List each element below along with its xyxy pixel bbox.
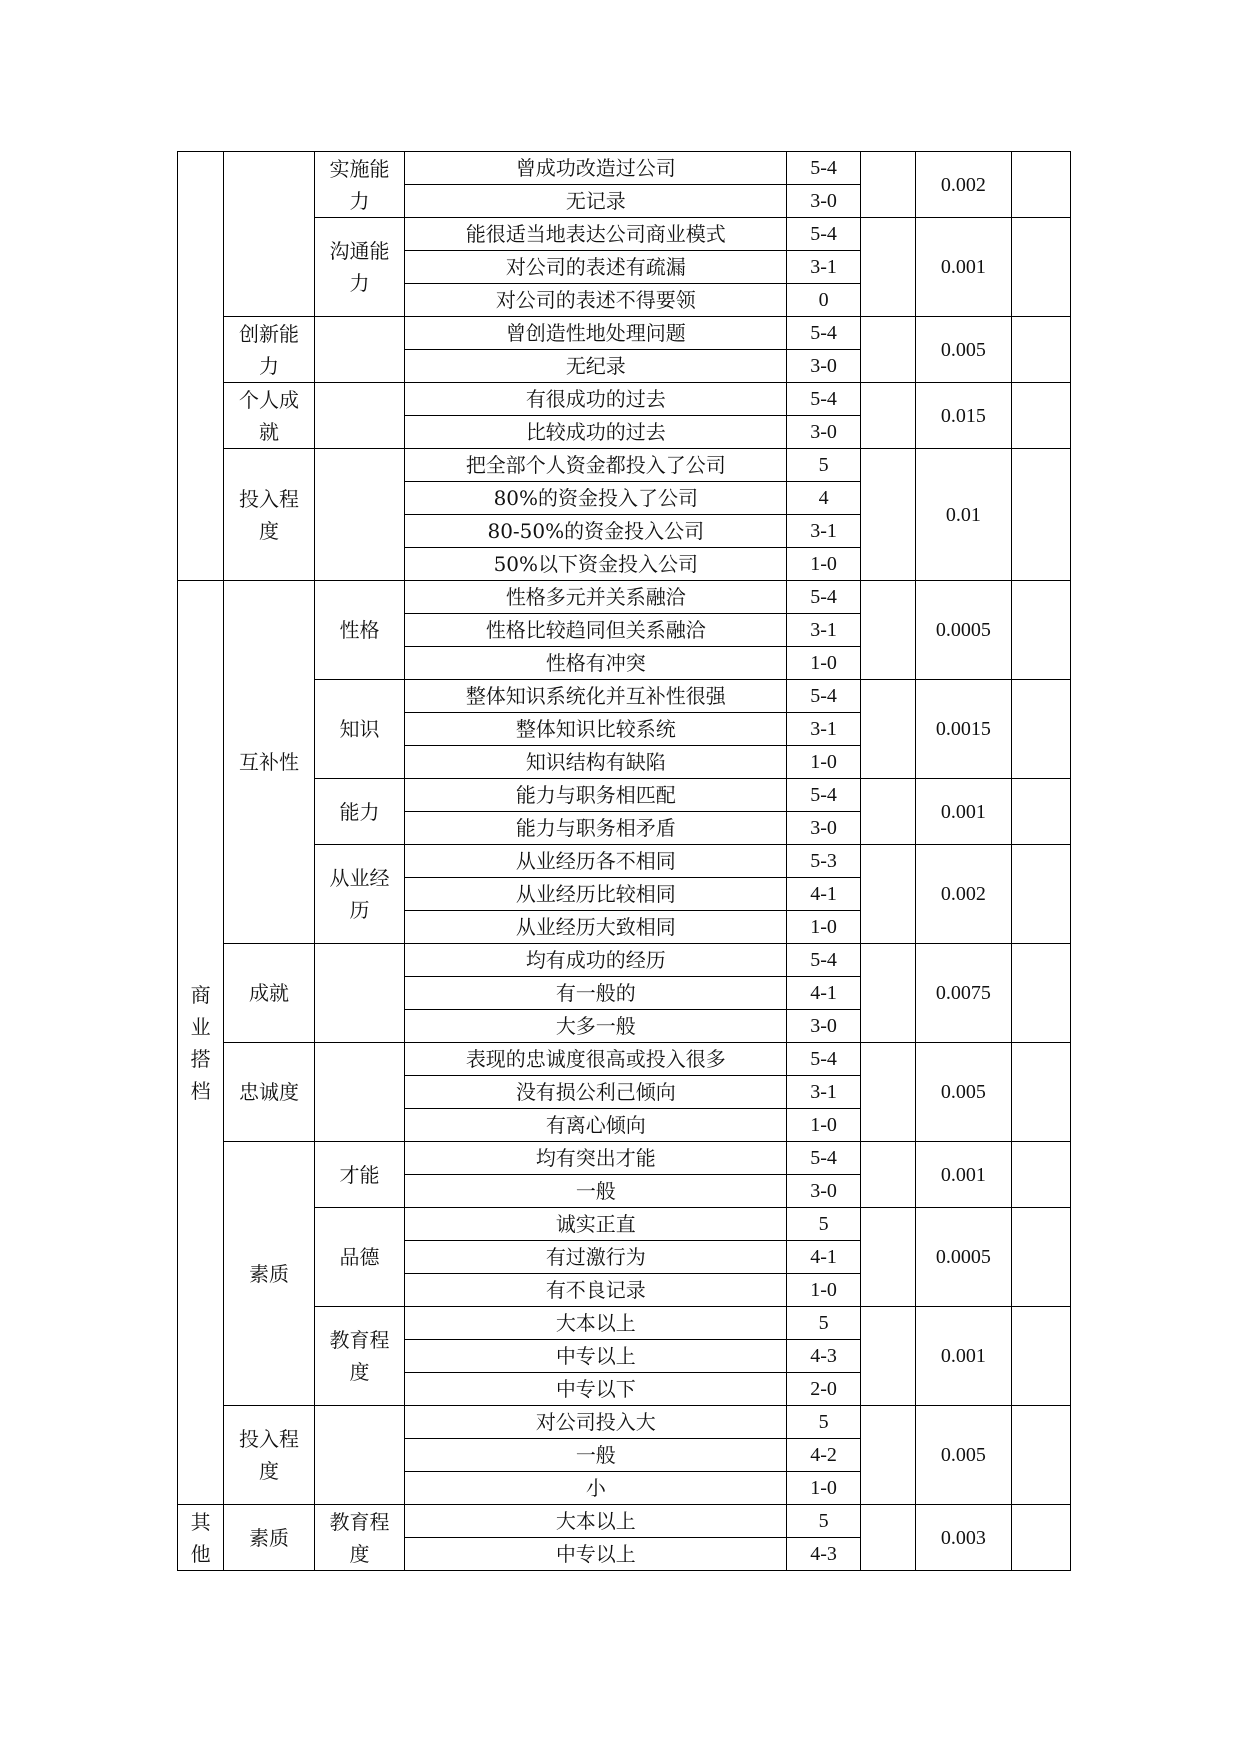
blank-cell [860,1208,915,1307]
criterion-cell: 曾成功改造过公司 [405,152,787,185]
category-cell [178,152,224,581]
criterion-cell: 比较成功的过去 [405,416,787,449]
score-cell: 3-0 [787,1010,860,1043]
item-cell: 品德 [314,1208,405,1307]
weight-cell: 0.0015 [916,680,1012,779]
weight-cell: 0.001 [916,1307,1012,1406]
score-cell: 5-4 [787,1142,860,1175]
item-cell [314,1406,405,1505]
blank-cell [860,218,915,317]
subcategory-cell: 个人成就 [224,383,315,449]
criterion-cell: 能力与职务相匹配 [405,779,787,812]
weight-cell: 0.001 [916,218,1012,317]
item-cell [314,1043,405,1142]
score-cell: 1-0 [787,1472,860,1505]
table-row [178,449,1071,482]
blank-cell [1011,317,1070,383]
weight-cell: 0.001 [916,1142,1012,1208]
table-row [178,944,1071,977]
blank-cell [860,152,915,218]
blank-cell [1011,1043,1070,1142]
blank-cell [1011,1505,1070,1571]
table-row [178,317,1071,350]
score-cell: 4-2 [787,1439,860,1472]
score-cell: 1-0 [787,911,860,944]
score-cell: 3-0 [787,812,860,845]
score-cell: 1-0 [787,647,860,680]
criterion-cell: 从业经历各不相同 [405,845,787,878]
blank-cell [860,680,915,779]
weight-cell: 0.002 [916,845,1012,944]
subcategory-cell: 成就 [224,944,315,1043]
item-cell [314,449,405,581]
blank-cell [1011,1142,1070,1208]
criterion-cell: 有很成功的过去 [405,383,787,416]
blank-cell [860,581,915,680]
criterion-cell: 50%以下资金投入公司 [405,548,787,581]
table-row [178,1043,1071,1076]
category-cell: 其他 [178,1505,224,1571]
criterion-cell: 80%的资金投入了公司 [405,482,787,515]
criterion-cell: 性格有冲突 [405,647,787,680]
score-cell: 1-0 [787,1109,860,1142]
subcategory-cell: 素质 [224,1142,315,1406]
score-cell: 2-0 [787,1373,860,1406]
subcategory-cell: 创新能力 [224,317,315,383]
score-cell: 5-4 [787,779,860,812]
criterion-cell: 均有成功的经历 [405,944,787,977]
blank-cell [1011,1406,1070,1505]
criterion-cell: 知识结构有缺陷 [405,746,787,779]
score-cell: 3-0 [787,416,860,449]
table-row [178,1406,1071,1439]
score-cell: 3-0 [787,350,860,383]
criterion-cell: 一般 [405,1439,787,1472]
blank-cell [860,1406,915,1505]
criterion-cell: 小 [405,1472,787,1505]
score-cell: 5-3 [787,845,860,878]
weight-cell: 0.005 [916,1043,1012,1142]
blank-cell [1011,944,1070,1043]
criterion-cell: 中专以上 [405,1538,787,1571]
blank-cell [860,1307,915,1406]
blank-cell [860,1142,915,1208]
item-cell: 才能 [314,1142,405,1208]
item-cell: 沟通能力 [314,218,405,317]
score-cell: 5-4 [787,383,860,416]
criterion-cell: 性格多元并关系融洽 [405,581,787,614]
score-cell: 5-4 [787,581,860,614]
criterion-cell: 有一般的 [405,977,787,1010]
blank-cell [860,317,915,383]
score-cell: 1-0 [787,746,860,779]
score-cell: 5 [787,1505,860,1538]
criterion-cell: 表现的忠诚度很高或投入很多 [405,1043,787,1076]
weight-cell: 0.015 [916,383,1012,449]
blank-cell [860,1043,915,1142]
subcategory-cell: 互补性 [224,581,315,944]
score-cell: 3-1 [787,713,860,746]
criterion-cell: 有离心倾向 [405,1109,787,1142]
criterion-cell: 中专以下 [405,1373,787,1406]
item-cell [314,317,405,383]
blank-cell [1011,383,1070,449]
blank-cell [1011,680,1070,779]
weight-cell: 0.005 [916,317,1012,383]
score-cell: 4-3 [787,1538,860,1571]
criterion-cell: 80-50%的资金投入公司 [405,515,787,548]
score-cell: 4-1 [787,977,860,1010]
criterion-cell: 无纪录 [405,350,787,383]
subcategory-cell: 忠诚度 [224,1043,315,1142]
score-cell: 4-3 [787,1340,860,1373]
criterion-cell: 大多一般 [405,1010,787,1043]
criterion-cell: 把全部个人资金都投入了公司 [405,449,787,482]
weight-cell: 0.0075 [916,944,1012,1043]
blank-cell [1011,152,1070,218]
score-cell: 3-1 [787,251,860,284]
score-cell: 5 [787,1208,860,1241]
subcategory-cell: 素质 [224,1505,315,1571]
item-cell: 教育程度 [314,1505,405,1571]
criterion-cell: 能很适当地表达公司商业模式 [405,218,787,251]
subcategory-cell [224,152,315,317]
score-cell: 3-1 [787,614,860,647]
criterion-cell: 从业经历比较相同 [405,878,787,911]
blank-cell [1011,1307,1070,1406]
score-cell: 5-4 [787,944,860,977]
score-cell: 1-0 [787,1274,860,1307]
category-cell: 商业搭档 [178,581,224,1505]
item-cell [314,944,405,1043]
blank-cell [860,1505,915,1571]
weight-cell: 0.01 [916,449,1012,581]
criterion-cell: 性格比较趋同但关系融洽 [405,614,787,647]
criterion-cell: 无记录 [405,185,787,218]
item-cell: 实施能力 [314,152,405,218]
score-cell: 1-0 [787,548,860,581]
criterion-cell: 有不良记录 [405,1274,787,1307]
criterion-cell: 均有突出才能 [405,1142,787,1175]
score-cell: 5-4 [787,152,860,185]
blank-cell [860,944,915,1043]
blank-cell [860,383,915,449]
criterion-cell: 有过激行为 [405,1241,787,1274]
criterion-cell: 对公司的表述不得要领 [405,284,787,317]
criterion-cell: 没有损公利己倾向 [405,1076,787,1109]
item-cell: 知识 [314,680,405,779]
blank-cell [1011,845,1070,944]
criterion-cell: 对公司投入大 [405,1406,787,1439]
score-cell: 4-1 [787,878,860,911]
table-row [178,152,1071,185]
blank-cell [1011,1208,1070,1307]
criterion-cell: 大本以上 [405,1505,787,1538]
blank-cell [860,779,915,845]
criterion-cell: 一般 [405,1175,787,1208]
criterion-cell: 曾创造性地处理问题 [405,317,787,350]
score-cell: 5-4 [787,317,860,350]
item-cell: 从业经历 [314,845,405,944]
criterion-cell: 中专以上 [405,1340,787,1373]
score-cell: 3-0 [787,185,860,218]
blank-cell [1011,581,1070,680]
score-cell: 3-1 [787,515,860,548]
score-cell: 0 [787,284,860,317]
weight-cell: 0.002 [916,152,1012,218]
table-row [178,1142,1071,1175]
blank-cell [860,845,915,944]
score-cell: 3-0 [787,1175,860,1208]
table-row [178,1505,1071,1538]
score-cell: 3-1 [787,1076,860,1109]
weight-cell: 0.003 [916,1505,1012,1571]
score-cell: 5 [787,449,860,482]
criterion-cell: 大本以上 [405,1307,787,1340]
subcategory-cell: 投入程度 [224,1406,315,1505]
blank-cell [860,449,915,581]
item-cell [314,383,405,449]
evaluation-table [177,151,1071,1571]
criterion-cell: 从业经历大致相同 [405,911,787,944]
blank-cell [1011,218,1070,317]
criterion-cell: 诚实正直 [405,1208,787,1241]
table-row [178,383,1071,416]
item-cell: 性格 [314,581,405,680]
criterion-cell: 整体知识系统化并互补性很强 [405,680,787,713]
score-cell: 5-4 [787,680,860,713]
item-cell: 教育程度 [314,1307,405,1406]
weight-cell: 0.0005 [916,581,1012,680]
subcategory-cell: 投入程度 [224,449,315,581]
criterion-cell: 整体知识比较系统 [405,713,787,746]
blank-cell [1011,449,1070,581]
weight-cell: 0.005 [916,1406,1012,1505]
score-cell: 4-1 [787,1241,860,1274]
item-cell: 能力 [314,779,405,845]
blank-cell [1011,779,1070,845]
score-cell: 4 [787,482,860,515]
score-cell: 5 [787,1307,860,1340]
criterion-cell: 对公司的表述有疏漏 [405,251,787,284]
criterion-cell: 能力与职务相矛盾 [405,812,787,845]
weight-cell: 0.0005 [916,1208,1012,1307]
score-cell: 5-4 [787,1043,860,1076]
score-cell: 5 [787,1406,860,1439]
score-cell: 5-4 [787,218,860,251]
table-row [178,581,1071,614]
weight-cell: 0.001 [916,779,1012,845]
